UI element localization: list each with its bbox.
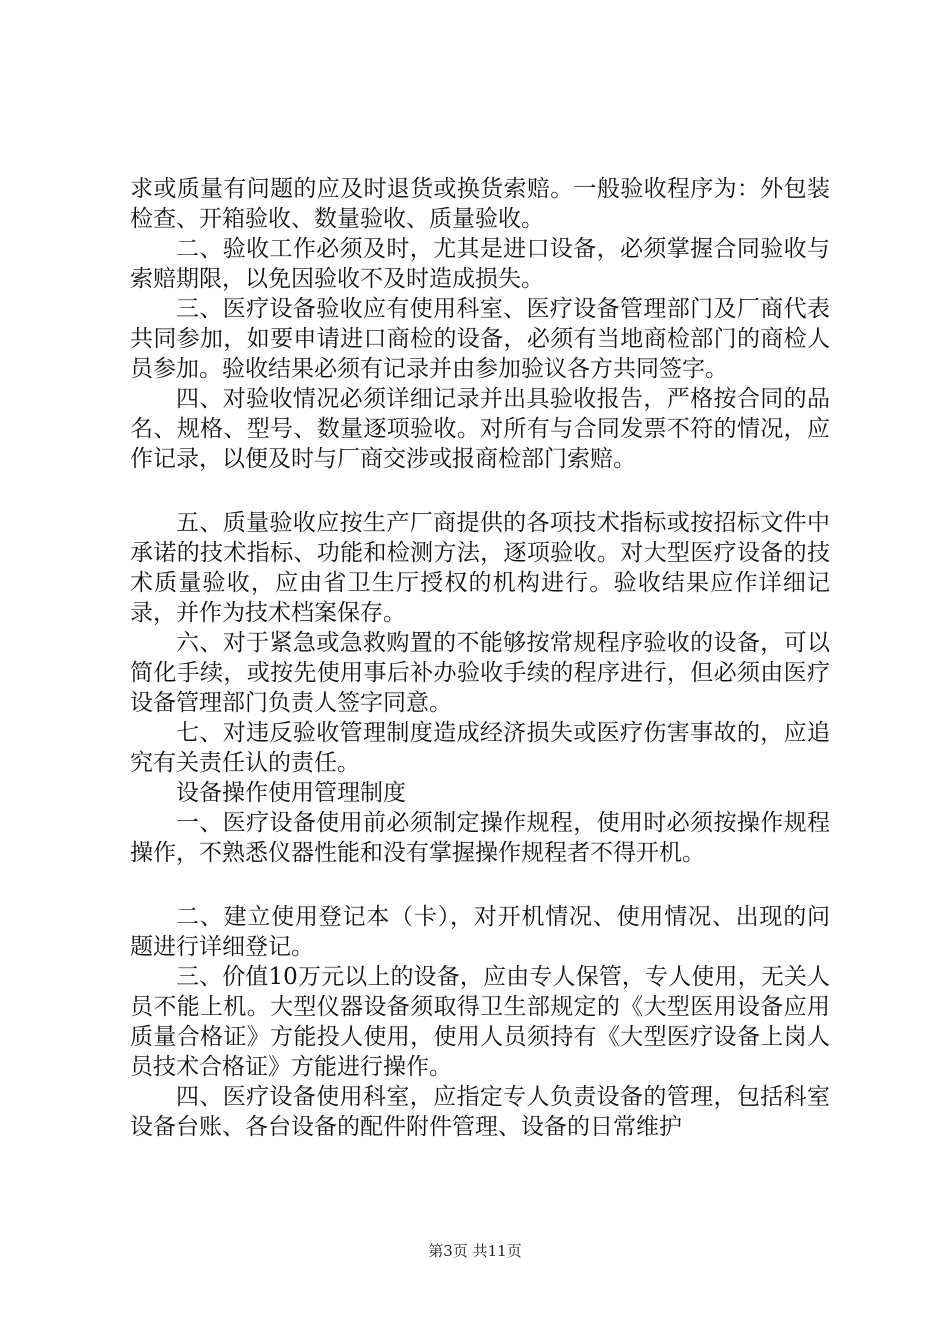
paragraph-item-4: 四、对验收情况必须详细记录并出具验收报告，严格按合同的品名、规格、型号、数量逐项验收。对所有与合同发票不符的情况，应作记录，以便及时与厂商交涉或报商检部门索赔。 <box>130 386 830 472</box>
paragraph-item-6: 六、对于紧急或急救购置的不能够按常规程序验收的设备，可以简化手续，或按先使用事后补办验收手续的程序进行，但必须由医疗设备管理部门负责人签字同意。 <box>130 630 830 716</box>
document-body <box>130 174 830 1142</box>
paragraph-op-2: 二、建立使用登记本（卡），对开机情况、使用情况、出现的问题进行详细登记。 <box>130 904 830 960</box>
paragraph-item-7: 七、对违反验收管理制度造成经济损失或医疗伤害事故的，应追究有关责任认的责任。 <box>130 720 830 776</box>
paragraph-op-4: 四、医疗设备使用科室，应指定专人负责设备的管理，包括科室设备台账、各台设备的配件附件管理、设备的日常维护 <box>130 1084 830 1140</box>
blank-line <box>130 474 830 508</box>
paragraph-op-1: 一、医疗设备使用前必须制定操作规程，使用时必须按操作规程操作，不熟悉仪器性能和没有掌握操作规程者不得开机。 <box>130 810 830 866</box>
paragraph-item-3: 三、医疗设备验收应有使用科室、医疗设备管理部门及厂商代表共同参加，如要申请进口商检的设备，必须有当地商检部门的商检人员参加。验收结果必须有记录并由参加验议各方共同签字。 <box>130 296 830 382</box>
paragraph-continuation: 求或质量有问题的应及时退货或换货索赔。一般验收程序为：外包装检查、开箱验收、数量验收、质量验收。 <box>130 176 830 232</box>
section-heading: 设备操作使用管理制度 <box>176 780 406 806</box>
paragraph-item-5: 五、质量验收应按生产厂商提供的各项技术指标或按招标文件中承诺的技术指标、功能和检测方法，逐项验收。对大型医疗设备的技术质量验收，应由省卫生厅授权的机构进行。验收结果应作详细记录，并作为技术档案保存。 <box>130 510 830 626</box>
blank-line <box>130 868 830 902</box>
paragraph-item-2: 二、验收工作必须及时，尤其是进口设备，必须掌握合同验收与索赔期限，以免因验收不及时造成损失。 <box>130 236 830 292</box>
paragraph-op-3: 三、价值10万元以上的设备，应由专人保管，专人使用，无关人员不能上机。大型仪器设备须取得卫生部规定的《大型医用设备应用质量合格证》方能投人使用，使用人员须持有《大型医疗设备上岗人员技术合格证》方能进行操作。 <box>130 964 830 1080</box>
page-footer: 第3页 共11页 <box>428 1242 522 1260</box>
